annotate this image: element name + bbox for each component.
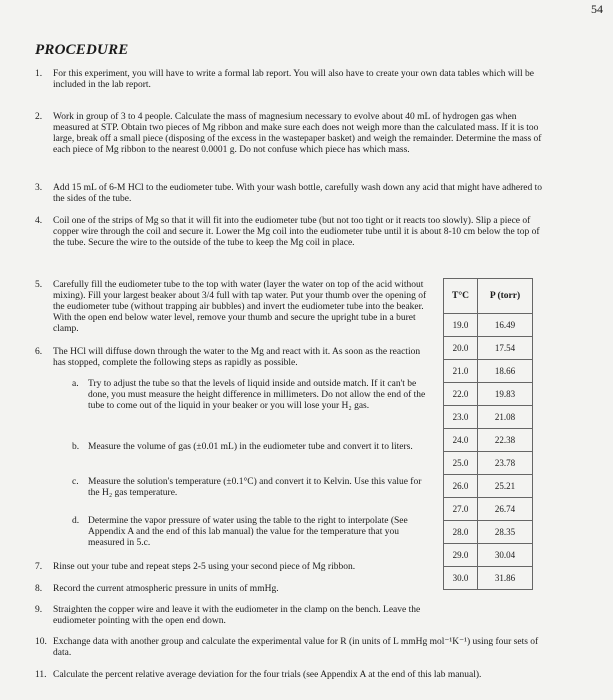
table-cell: 28.0 xyxy=(444,521,478,544)
table-row xyxy=(444,406,533,429)
step-number: 2. xyxy=(35,112,43,122)
table-cell: 29.0 xyxy=(444,544,478,567)
step-number: 1. xyxy=(35,69,43,79)
step-text: Carefully fill the eudiometer tube to the top with water (layer the water on top of the acid without mixing). Fill your largest beaker about 3/4 full with tap water. Put your thumb over the opening of the eudiometer tube (without trapping air bubbles) and invert the eudiometer tube into the beaker. With the open end below water level, remove your thumb and secure the upright tube in a buret clamp. xyxy=(53,280,427,334)
substep-text: Try to adjust the tube so that the levels of liquid inside and outside match. If it can't be done, you must measure the height difference in millimeters. Do not allow the end of the tube to come out of the liquid in your beaker or you will lose your H₂ gas. xyxy=(88,379,426,411)
table-cell: 22.38 xyxy=(478,429,533,452)
table-cell: 25.21 xyxy=(478,475,533,498)
substep-number: a. xyxy=(72,379,79,389)
table-cell: 20.0 xyxy=(444,337,478,360)
table-cell: 26.0 xyxy=(444,475,478,498)
table-cell: 25.0 xyxy=(444,452,478,475)
table-cell: 26.74 xyxy=(478,498,533,521)
step-text: For this experiment, you will have to write a formal lab report. You will also have to create your own data tables which will be included in the lab report. xyxy=(53,69,534,90)
step-number: 11. xyxy=(35,670,47,680)
table-cell: 22.0 xyxy=(444,383,478,406)
step-number: 4. xyxy=(35,216,43,226)
table-cell: 24.0 xyxy=(444,429,478,452)
table-cell: 30.0 xyxy=(444,567,478,590)
step-number: 10. xyxy=(35,637,47,647)
table-cell: 19.83 xyxy=(478,383,533,406)
step-text: Rinse out your tube and repeat steps 2-5 using your second piece of Mg ribbon. xyxy=(53,562,356,572)
table-cell: 28.35 xyxy=(478,521,533,544)
table-row xyxy=(444,521,533,544)
substep-number: c. xyxy=(72,477,79,487)
table-row xyxy=(444,498,533,521)
table-cell: 19.0 xyxy=(444,314,478,337)
step-text: Add 15 mL of 6-M HCl to the eudiometer tube. With your wash bottle, carefully wash down any acid that might have adhered to the sides of the tube. xyxy=(53,183,543,204)
procedure-heading: PROCEDURE xyxy=(35,42,129,58)
step-text: The HCl will diffuse down through the water to the Mg and react with it. As soon as the reaction has stopped, complete the following steps as rapidly as possible. xyxy=(53,347,421,368)
step-text: Exchange data with another group and calculate the experimental value for R (in units of L mmHg mol⁻¹K⁻¹) using four sets of data. xyxy=(53,637,539,658)
column-header: T°C xyxy=(444,279,478,314)
table-row xyxy=(444,337,533,360)
table-row xyxy=(444,452,533,475)
table-row xyxy=(444,544,533,567)
table-cell: 16.49 xyxy=(478,314,533,337)
page-number: 54 xyxy=(591,2,603,16)
table-cell: 30.04 xyxy=(478,544,533,567)
table-cell: 23.78 xyxy=(478,452,533,475)
step-number: 8. xyxy=(35,584,43,594)
vapor-pressure-table xyxy=(443,278,533,590)
table-row xyxy=(444,429,533,452)
substep-text: Measure the solution's temperature (±0.1°C) and convert it to Kelvin. Use this value for the H₂ gas temperature. xyxy=(88,477,422,498)
table-cell: 21.0 xyxy=(444,360,478,383)
step-number: 3. xyxy=(35,183,43,193)
column-header: P (torr) xyxy=(478,279,533,314)
table-row xyxy=(444,383,533,406)
step-text: Record the current atmospheric pressure in units of mmHg. xyxy=(53,584,279,594)
substep-number: d. xyxy=(72,516,80,526)
table-row xyxy=(444,475,533,498)
table-row xyxy=(444,360,533,383)
step-number: 9. xyxy=(35,605,43,615)
table-row xyxy=(444,314,533,337)
table-cell: 23.0 xyxy=(444,406,478,429)
step-number: 7. xyxy=(35,562,43,572)
table-row xyxy=(444,567,533,590)
step-number: 6. xyxy=(35,347,43,357)
substep-text: Determine the vapor pressure of water using the table to the right to interpolate (See Appendix A and the end of this lab manual) the value for the temperature that you measured in 5.c. xyxy=(88,516,408,548)
step-text: Calculate the percent relative average deviation for the four trials (see Appendix A at the end of this lab manual). xyxy=(53,670,482,680)
step-text: Straighten the copper wire and leave it with the eudiometer in the clamp on the bench. Leave the eudiometer pointing with the open end down. xyxy=(53,605,421,626)
table-cell: 18.66 xyxy=(478,360,533,383)
substep-number: b. xyxy=(72,442,80,452)
step-text: Work in group of 3 to 4 people. Calculate the mass of magnesium necessary to evolve about 40 mL of hydrogen gas when measured at STP. Obtain two pieces of Mg ribbon and make sure each does not weigh more than the calculated mass. If it is too large, break off a small piece (disposing of the excess in the wastepaper basket) and weigh the remainder. Determine the mass of each piece of Mg ribbon to the nearest 0.0001 g. Do not confuse which piece has which mass. xyxy=(53,112,542,155)
table-header-row xyxy=(444,279,533,314)
table-cell: 27.0 xyxy=(444,498,478,521)
table-cell: 21.08 xyxy=(478,406,533,429)
substep-text: Measure the volume of gas (±0.01 mL) in the eudiometer tube and convert it to liters. xyxy=(88,442,413,452)
step-text: Coil one of the strips of Mg so that it will fit into the eudiometer tube (but not too tight or it reacts too slowly). Slip a piece of copper wire through the coil and secure it. Lower the Mg coil into the eudiometer tube until it is about 8-10 cm below the top of the tube. Secure the wire to the outside of the tube to keep the Mg coil in place. xyxy=(53,216,540,248)
table-cell: 17.54 xyxy=(478,337,533,360)
step-number: 5. xyxy=(35,280,43,290)
table-cell: 31.86 xyxy=(478,567,533,590)
